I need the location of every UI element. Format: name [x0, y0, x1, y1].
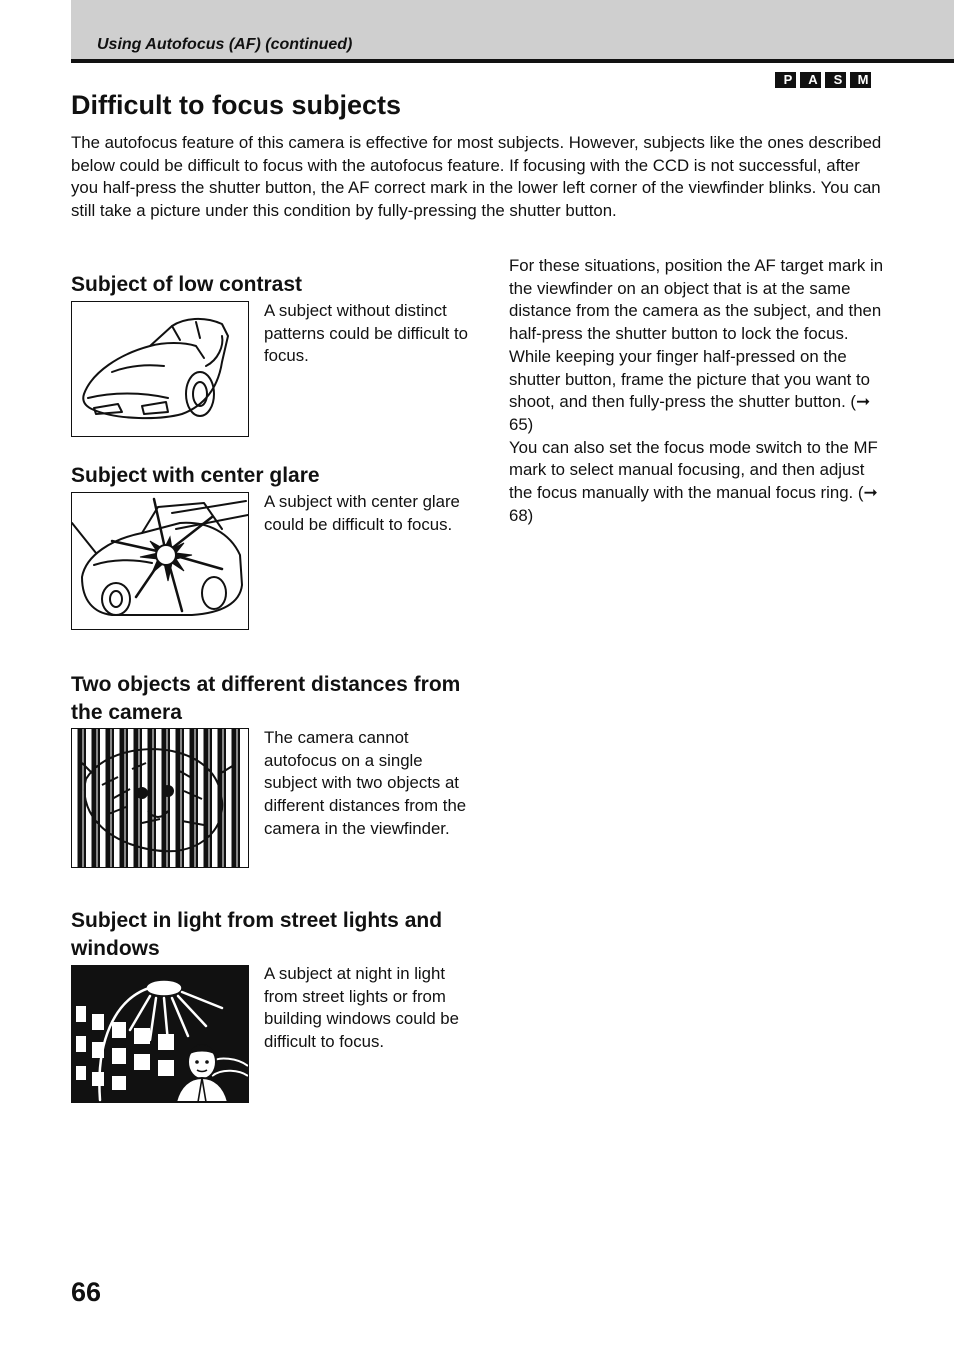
mode-p-icon: P	[777, 72, 796, 88]
header-rule	[71, 59, 954, 63]
section-heading-street-lights: Subject in light from street lights and windows	[71, 909, 443, 960]
right-column-paragraph-1: For these situations, position the AF target mark in the viewfinder on an object that is at the same distance from the camera as the subject, and then half-press the shutter button to lock the focus. While keeping your finger half-pressed on the shutter button, frame the picture that you want to shoot, and then fully-press the shutter button. (➞ 65)	[509, 256, 884, 434]
section-heading-center-glare: Subject with center glare	[71, 464, 320, 487]
mode-a-icon: A	[802, 72, 821, 88]
night-street-light-icon	[71, 965, 249, 1103]
mode-s-icon: S	[827, 72, 846, 88]
right-column	[509, 255, 889, 527]
section-heading-two-distances: Two objects at different distances from the camera	[71, 673, 461, 724]
running-head: Using Autofocus (AF) (continued)	[97, 36, 353, 53]
exposure-mode-icons	[777, 72, 871, 88]
right-column-paragraph-2: You can also set the focus mode switch to the MF mark to select manual focusing, and then adjust the focus manually with the manual focus ring. (➞ 68)	[509, 437, 878, 525]
section-text-two-distances: The camera cannot autofocus on a single subject with two objects at different distances from the camera in the viewfinder.	[264, 728, 467, 838]
section-heading-low-contrast: Subject of low contrast	[71, 273, 303, 296]
glare-car-icon	[71, 492, 249, 630]
section-text-center-glare: A subject with center glare could be difficult to focus.	[264, 492, 460, 534]
section-text-low-contrast: A subject without distinct patterns could be difficult to focus.	[264, 301, 468, 366]
page-title: Difficult to focus subjects	[71, 90, 402, 120]
mode-m-icon: M	[852, 72, 871, 88]
car-icon	[71, 301, 249, 437]
intro-paragraph: The autofocus feature of this camera is effective for most subjects. However, subjects like the ones described below could be difficult to focus with the autofocus feature. If focusing with the CCD is not successful, after you half-press the shutter button, the AF correct mark in the lower left corner of the viewfinder blinks. You can still take a picture under this condition by fully-pressing the shutter button.	[71, 133, 882, 221]
tiger-behind-bars-icon	[71, 728, 249, 868]
page-number: 66	[71, 1277, 102, 1307]
section-text-street-lights: A subject at night in light from street lights or from building windows could be difficult to focus.	[264, 964, 459, 1052]
